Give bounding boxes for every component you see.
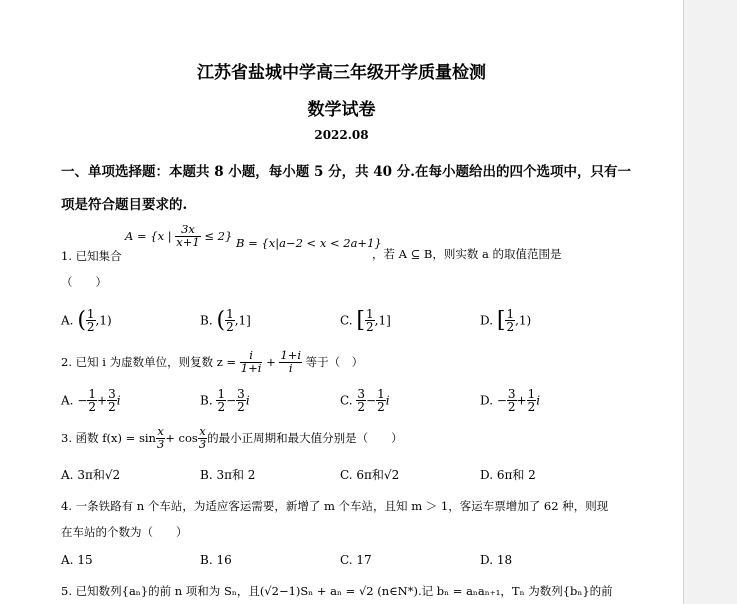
q3-option-c: C. 6π和√2 xyxy=(340,468,400,482)
q4-stem-line2: 在车站的个数为（ ） xyxy=(61,525,188,539)
q1-set-a-label: A = {x | xyxy=(125,229,172,243)
page-subtitle: 数学试卷 xyxy=(307,100,376,120)
exam-date: 2022.08 xyxy=(314,128,369,142)
q1-set-a-den: x+1 xyxy=(176,234,200,249)
q1-option-a: A. ( $\frac{1}{2}$ ,1) xyxy=(61,307,112,334)
q1-option-d: D. [ $\frac{1}{2}$ ,1) xyxy=(480,307,532,334)
q2-option-b: B. $\frac{1}{2}$ − $\frac{3}{2}$ i xyxy=(200,387,250,414)
q2-option-c: C. $\frac{3}{2}$ − $\frac{1}{2}$ i xyxy=(340,387,390,414)
q1-set-b: B = {x|a−2 < x < 2a+1} xyxy=(236,236,382,250)
q4-option-c: C. 17 xyxy=(340,553,372,567)
q1-option-c: C. [ $\frac{1}{2}$ ,1] xyxy=(340,307,391,334)
q1-set-a-num: 3x xyxy=(175,224,200,237)
q1-set-a xyxy=(125,224,232,248)
viewer-sidebar xyxy=(683,0,737,604)
q3-stem: 3. 函数 f(x) = sin $\frac{x}{3}$ + cos $\frac{x}{3}$ 的最小正周期和最大值分别是（ ） xyxy=(61,424,403,451)
q1-answer-paren: （ ） xyxy=(61,275,107,289)
q4-option-a: A. 15 xyxy=(61,553,93,567)
q1-prefix: 1. 已知集合 xyxy=(61,249,122,263)
section-heading-line1: 一、单项选择题：本题共 8 小题，每小题 5 分，共 40 分.在每小题给出的四个选项中，只有一 xyxy=(61,164,631,180)
q3-option-d: D. 6π和 2 xyxy=(480,468,536,482)
q2-stem: 2. 已知 i 为虚数单位，则复数 z = $\frac{i}{1+i}$ + $\frac{1+i}{i}$ 等于（ ） xyxy=(61,348,364,375)
q2-option-a: A. − $\frac{1}{2}$ + $\frac{3}{2}$ i xyxy=(61,387,121,414)
q4-option-d: D. 18 xyxy=(480,553,513,567)
q1-set-a-fraction xyxy=(175,224,200,248)
q1-condition: ，若 A ⊆ B，则实数 a 的取值范围是 xyxy=(372,247,562,261)
q5-stem: 5. 已知数列{aₙ}的前 n 项和为 Sₙ，且(√2−1)Sₙ + aₙ = √2 (n∈N*).记 bₙ = aₙaₙ₊₁，Tₙ 为数列{bₙ}的前 xyxy=(61,584,613,598)
section-heading-line2: 项是符合题目要求的. xyxy=(61,197,188,213)
q4-option-b: B. 16 xyxy=(200,553,232,567)
q4-stem-line1: 4. 一条铁路有 n 个车站，为适应客运需要，新增了 m 个车站，且知 m ＞ 1，客运车票增加了 62 种，则现 xyxy=(61,499,609,513)
q3-option-b: B. 3π和 2 xyxy=(200,468,256,482)
q1-set-a-tail: ≤ 2} xyxy=(204,229,233,243)
q3-option-a: A. 3π和√2 xyxy=(61,468,121,482)
q1-option-b: B. ( $\frac{1}{2}$ ,1] xyxy=(200,307,251,334)
page-title: 江苏省盐城中学高三年级开学质量检测 xyxy=(197,63,486,83)
q2-option-d: D. − $\frac{3}{2}$ + $\frac{1}{2}$ i xyxy=(480,387,541,414)
